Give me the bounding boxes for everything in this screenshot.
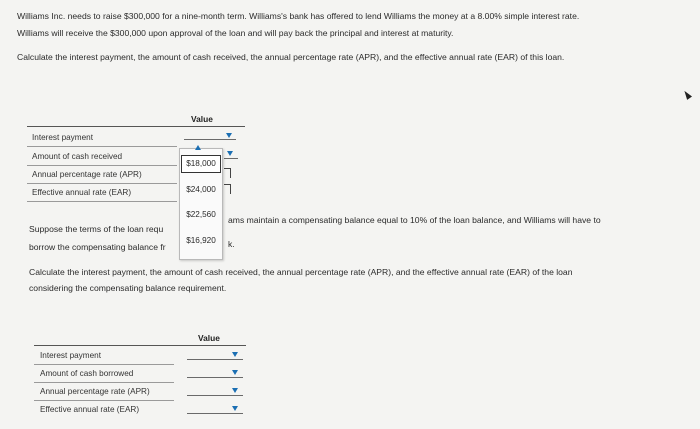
chevron-down-icon <box>226 133 232 138</box>
table1-row-ear: Effective annual rate (EAR) <box>32 188 132 197</box>
chevron-down-icon <box>232 388 238 393</box>
dropdown-option[interactable]: $24,000 <box>186 185 216 194</box>
table1-row-cash-received: Amount of cash received <box>32 152 123 161</box>
followup-line-2-end: k. <box>228 239 235 249</box>
interest-payment-dropdown[interactable] <box>184 129 236 140</box>
table2-row-ear: Effective annual rate (EAR) <box>40 405 140 414</box>
dropdown-menu[interactable] <box>179 148 223 260</box>
chevron-down-icon <box>227 151 233 156</box>
table2-row-apr: Annual percentage rate (APR) <box>40 387 150 396</box>
chevron-up-icon <box>195 145 201 150</box>
table2-top-rule <box>34 345 246 346</box>
chevron-down-icon <box>232 370 238 375</box>
chevron-down-icon <box>232 406 238 411</box>
table2-value-header: Value <box>198 333 220 343</box>
dropdown-option[interactable]: $16,920 <box>186 236 216 245</box>
followup-line-1-end: ams maintain a compensating balance equal to 10% of the loan balance, and Williams will have to <box>228 215 601 225</box>
ear-dropdown-edge[interactable] <box>224 184 231 194</box>
table1-row-apr: Annual percentage rate (APR) <box>32 170 142 179</box>
table1-row-divider <box>27 183 177 184</box>
dropdown-option[interactable]: $22,560 <box>186 210 216 219</box>
table1-row-divider <box>27 146 177 147</box>
problem-line-2: Williams will receive the $300,000 upon approval of the loan and will pay back the principal and interest at maturity. <box>17 28 454 38</box>
table1-top-rule <box>27 126 245 127</box>
apr-dropdown-2[interactable] <box>187 385 243 396</box>
table1-row-divider <box>27 201 177 202</box>
table1-row-divider <box>27 165 177 166</box>
table1-row-interest-payment: Interest payment <box>32 133 93 142</box>
table2-row-divider <box>34 400 174 401</box>
table2-row-interest-payment: Interest payment <box>40 351 101 360</box>
dropdown-option[interactable]: $18,000 <box>181 155 221 173</box>
mouse-pointer-icon <box>682 89 692 100</box>
table2-row-cash-borrowed: Amount of cash borrowed <box>40 369 134 378</box>
interest-payment-dropdown-2[interactable] <box>187 349 243 360</box>
apr-dropdown-edge[interactable] <box>224 168 231 178</box>
cash-borrowed-dropdown[interactable] <box>187 367 243 378</box>
followup-line-1-start: Suppose the terms of the loan requ <box>29 224 164 234</box>
ear-dropdown-2[interactable] <box>187 403 243 414</box>
chevron-down-icon <box>232 352 238 357</box>
question-1: Calculate the interest payment, the amount of cash received, the annual percentage rate (APR), and the effective annual rate (EAR) of this loan. <box>17 52 565 62</box>
question-2-line-2: considering the compensating balance requirement. <box>29 283 227 293</box>
table1-value-header: Value <box>191 114 213 124</box>
question-2-line-1: Calculate the interest payment, the amount of cash received, the annual percentage rate (APR), and the effective annual rate (EAR) of the loan <box>29 267 573 277</box>
table2-row-divider <box>34 364 174 365</box>
followup-line-2-start: borrow the compensating balance fr <box>29 242 166 252</box>
table2-row-divider <box>34 382 174 383</box>
problem-line-1: Williams Inc. needs to raise $300,000 for a nine-month term. Williams's bank has offered to lend Williams the money at a 8.00% simple interest rate. <box>17 11 580 21</box>
cash-received-dropdown[interactable] <box>224 148 238 159</box>
